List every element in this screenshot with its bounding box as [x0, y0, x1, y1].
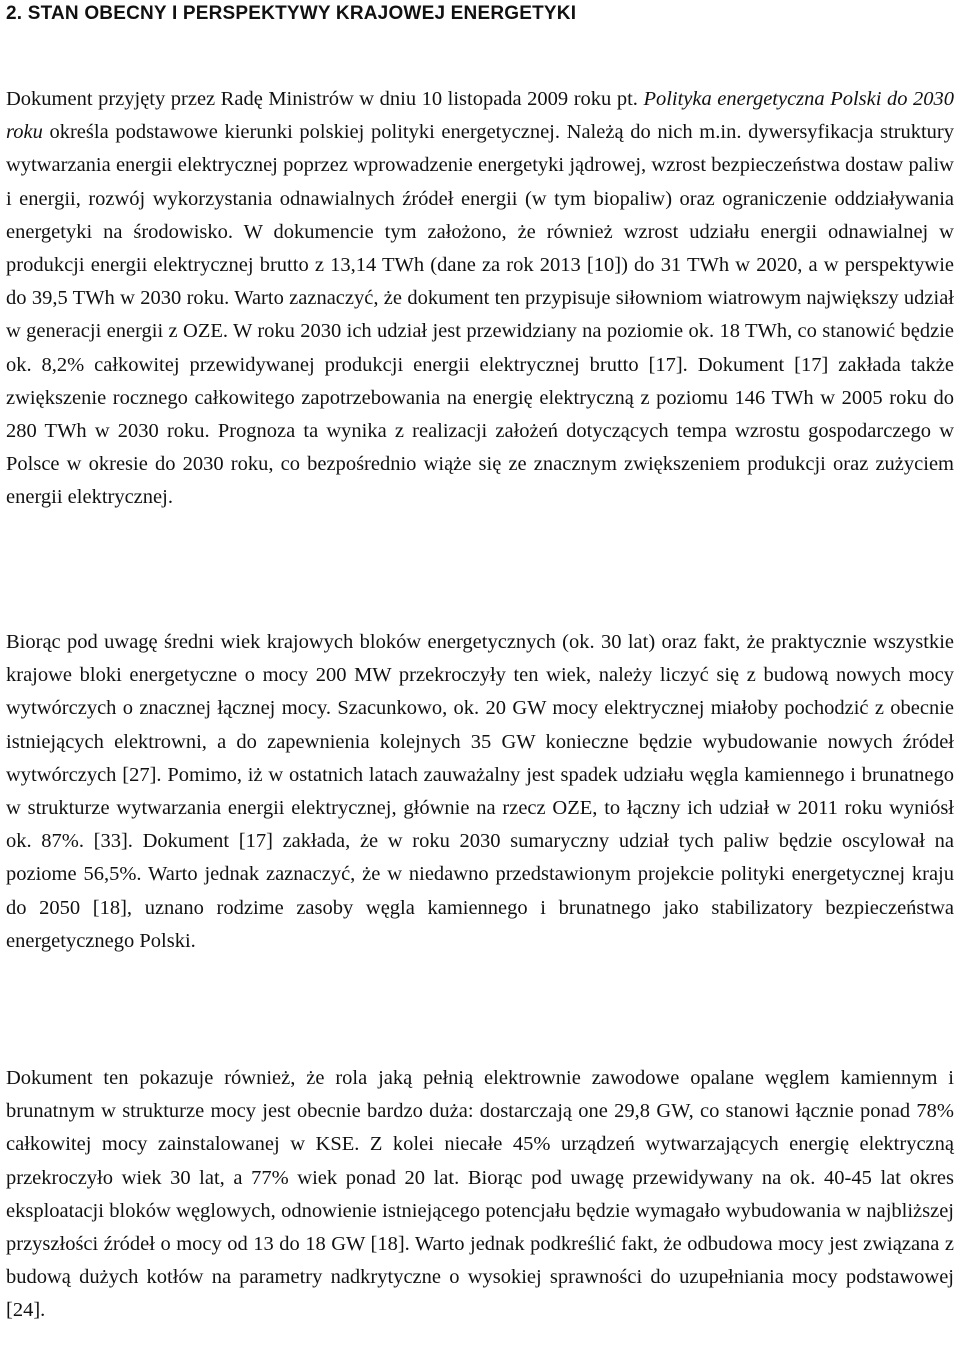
paragraph-1-document-title: Polityka energetyczna Polski do 2030 roku	[6, 88, 954, 144]
section-heading: 2. STAN OBECNY I PERSPEKTYWY KRAJOWEJ ENERGETYKI	[6, 3, 577, 24]
paragraph-1-intro: Dokument przyjęty przez Radę Ministrów w dniu 10 listopada 2009 roku pt.	[6, 88, 644, 110]
paragraph-3: Dokument ten pokazuje również, że rola jaką pełnią elektrownie zawodowe opalane węglem kamiennym i brunatnym w strukturze mocy jest obecnie bardzo duża: dostarczają one 29,8 GW, co stanowi łącznie ponad 78% całkowitej mocy zainstalowanej w KSE. Z kolei niecałe 45% urządzeń wytwarzających energię elektryczną przekroczyło wiek 30 lat, a 77% wiek ponad 20 lat. Biorąc pod uwagę przewidywany na ok. 40-45 lat okres eksploatacji bloków węglowych, odnowienie istniejącego potencjału będzie wymagało wybudowania w najbliższej przyszłości źródeł o mocy od 13 do 18 GW [18]. Warto jednak podkreślić fakt, że odbudowa mocy jest związana z budową dużych kotłów na parametry nadkrytyczne o wysokiej sprawności do uzupełniania mocy podstawowej [24].	[6, 1067, 954, 1322]
paragraph-2: Biorąc pod uwagę średni wiek krajowych bloków energetycznych (ok. 30 lat) oraz fakt, że praktycznie wszystkie krajowe bloki energetyczne o mocy 200 MW przekroczyły ten wiek, należy liczyć się z budową nowych mocy wytwórczych o znacznej łącznej mocy. Szacunkowo, ok. 20 GW mocy elektrycznej miałoby pochodzić z obecnie istniejących elektrowni, a do zapewnienia kolejnych 35 GW konieczne będzie wybudowanie nowych źródeł wytwórczych [27]. Pomimo, iż w ostatnich latach zauważalny jest spadek udziału węgla kamiennego i brunatnego w strukturze wytwarzania energii elektrycznej, głównie na rzecz OZE, to łączny ich udział w 2011 roku wyniósł ok. 87%. [33]. Dokument [17] zakłada, że w roku 2030 sumaryczny udział tych paliw będzie oscylował na poziome 56,5%. Warto jednak zaznaczyć, że w niedawno przedstawionym projekcie polityki energetycznej kraju do 2050 [18], uznano rodzime zasoby węgla kamiennego i brunatnego jako stabilizatory bezpieczeństwa energetycznego Polski.	[6, 631, 954, 952]
paragraph-1-body: określa podstawowe kierunki polskiej polityki energetycznej. Należą do nich m.in. dywersyfikacja struktury wytwarzania energii elektrycznej poprzez wprowadzenie energetyki jądrowej, wzrost bezpieczeństwa dostaw paliw i energii, rozwój wykorzystania odnawialnych źródeł energii (w tym biopaliw) oraz ograniczenie oddziaływania energetyki na środowisko. W dokumencie tym założono, że również wzrost udziału energii odnawialnej w produkcji energii elektrycznej brutto z 13,14 TWh (dane za rok 2013 [10]) do 31 TWh w 2020, a w perspektywie do 39,5 TWh w 2030 roku. Warto zaznaczyć, że dokument ten przypisuje siłowniom wiatrowym największy udział w generacji energii z OZE. W roku 2030 ich udział jest przewidziany na poziomie ok. 18 TWh, co stanowić będzie ok. 8,2% całkowitej przewidywanej produkcji energii elektrycznej brutto [17]. Dokument [17] zakłada także zwiększenie rocznego całkowitego zapotrzebowania na energię elektryczną z poziomu 146 TWh w 2005 roku do 280 TWh w 2030 roku. Prognoza ta wynika z realizacji założeń dotyczących tempa wzrostu gospodarczego w Polsce w okresie do 2030 roku, co bezpośrednio wiąże się ze znacznym zwiększeniem produkcji oraz zużyciem energii elektrycznej.	[6, 121, 954, 509]
paragraph-1	[6, 83, 954, 515]
